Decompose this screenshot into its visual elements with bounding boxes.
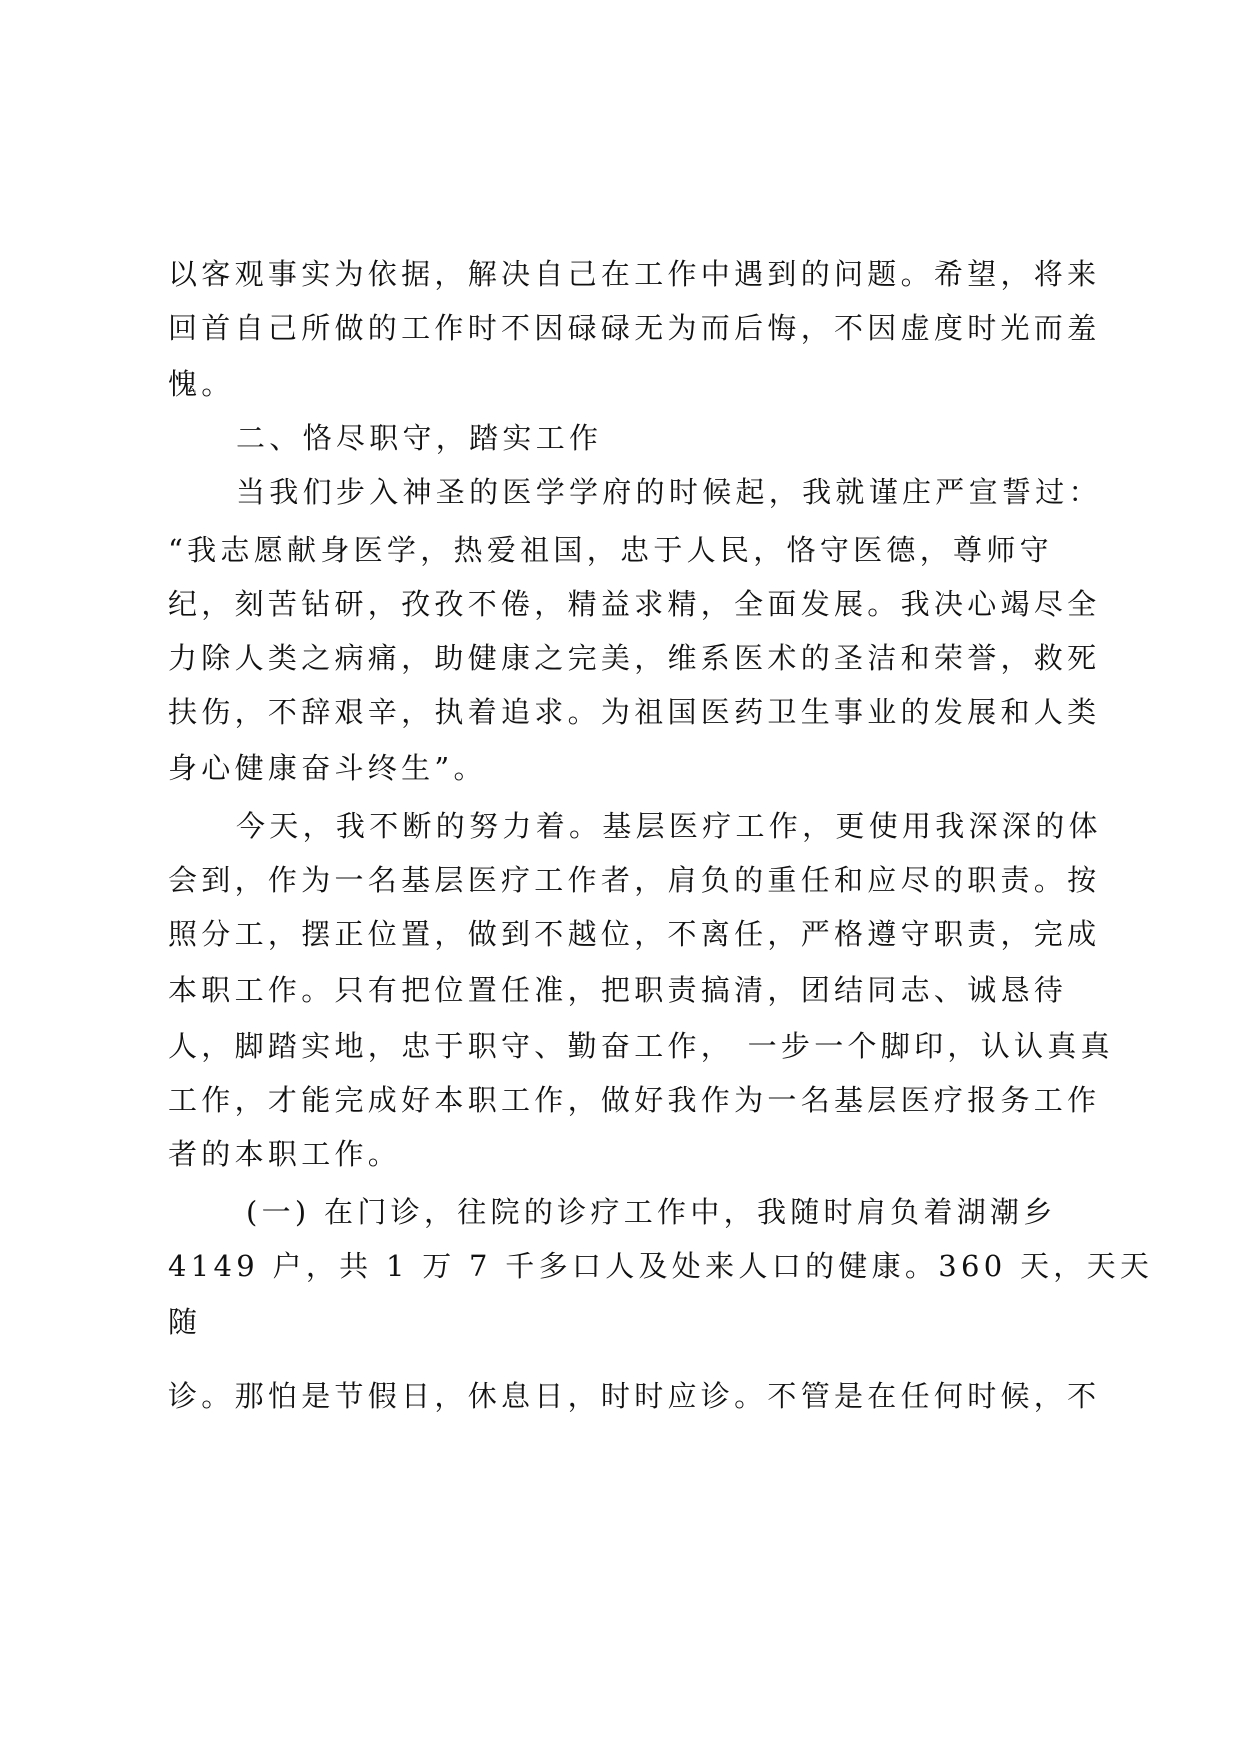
- text-line: 今天，我不断的努力着。基层医疗工作，更使用我深深的体: [236, 809, 1102, 843]
- text-line: 回首自己所做的工作时不因碌碌无为而后悔，不因虚度时光而羞: [168, 311, 1101, 345]
- text-line: 人，脚踏实地，忠于职守、勤奋工作， 一步一个脚印，认认真真: [168, 1029, 1114, 1063]
- text-line: 当我们步入神圣的医学学府的时候起，我就谨庄严宣誓过：: [236, 475, 1102, 509]
- text-line: 纪，刻苦钻研，孜孜不倦，精益求精，全面发展。我决心竭尽全: [168, 587, 1101, 621]
- text-line: 力除人类之病痛，助健康之完美，维系医术的圣洁和荣誉，救死: [168, 641, 1101, 675]
- text-line: 随: [168, 1305, 202, 1339]
- text-line: 扶伤，不辞艰辛，执着追求。为祖国医药卫生事业的发展和人类: [168, 695, 1101, 729]
- text-line: 本职工作。只有把位置任准，把职责搞清，团结同志、诚恳待: [168, 973, 1068, 1007]
- text-line: “我志愿献身医学，热爱祖国，忠于人民，恪守医德，尊师守: [168, 533, 1053, 567]
- text-line: 以客观事实为依据，解决自己在工作中遇到的问题。希望，将来: [168, 257, 1101, 291]
- text-line: 身心健康奋斗终生”。: [168, 751, 487, 785]
- section-heading: 二、恪尽职守，踏实工作: [236, 421, 603, 455]
- text-line: 工作，才能完成好本职工作，做好我作为一名基层医疗报务工作: [168, 1083, 1101, 1117]
- text-line: 愧。: [168, 367, 235, 401]
- text-line: 4149 户，共 1 万 7 千多口人及处来人口的健康。360 天，天天: [168, 1249, 1154, 1283]
- text-line: 会到，作为一名基层医疗工作者，肩负的重任和应尽的职责。按: [168, 863, 1101, 897]
- text-line: 者的本职工作。: [168, 1137, 402, 1171]
- text-line: 诊。那怕是节假日，休息日，时时应诊。不管是在任何时候，不: [168, 1379, 1101, 1413]
- subsection-heading: (一) 在门诊，往院的诊疗工作中，我随时肩负着湖潮乡: [246, 1195, 1057, 1229]
- text-line: 照分工，摆正位置，做到不越位，不离任，严格遵守职责，完成: [168, 917, 1101, 951]
